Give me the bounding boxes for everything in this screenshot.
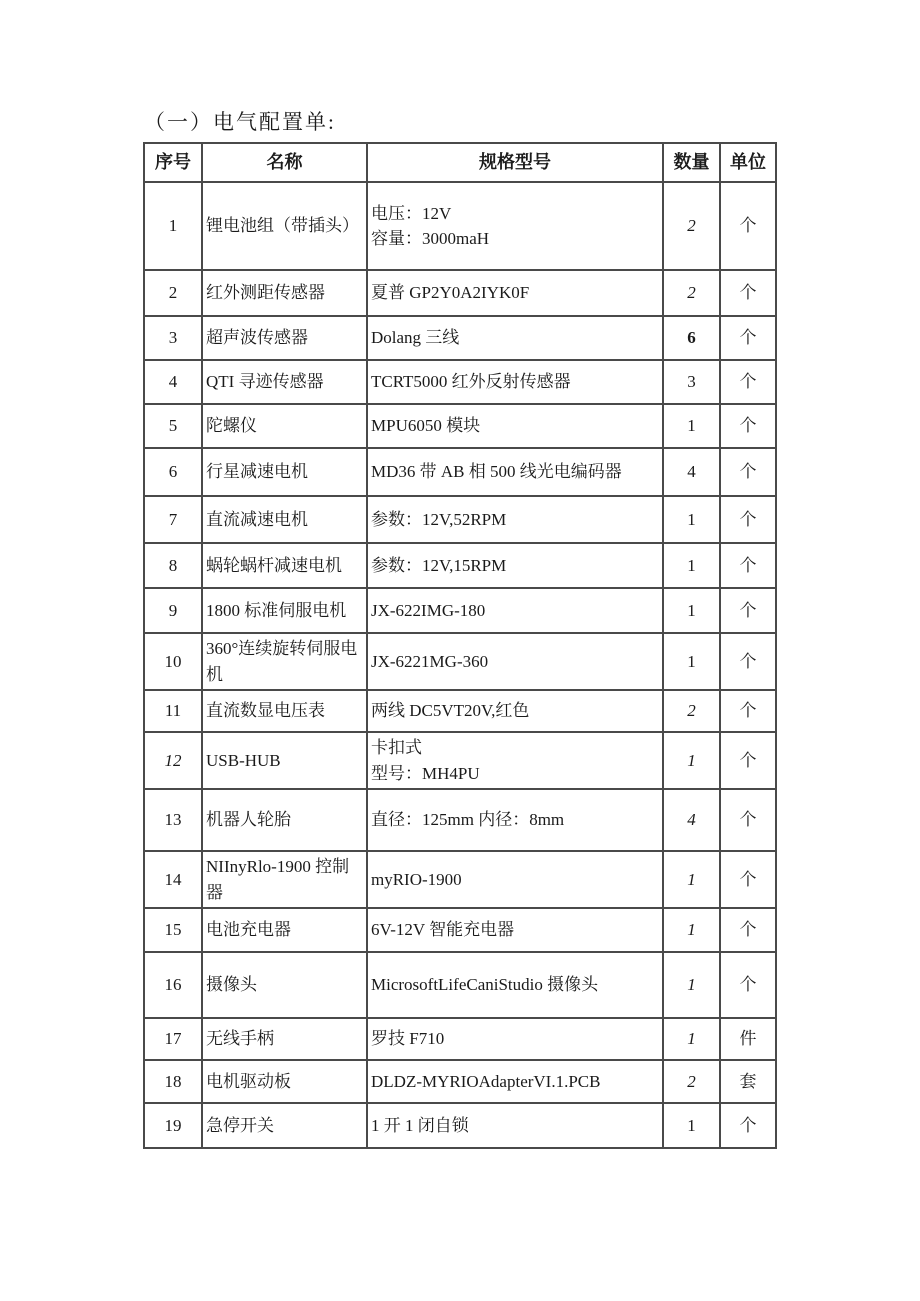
table-row [144, 851, 776, 908]
cell-row-number: 19 [144, 1103, 202, 1148]
spec-line: 6V-12V 智能充电器 [371, 920, 515, 940]
cell-spec [367, 851, 663, 908]
cell-unit: 个 [720, 270, 776, 316]
cell-spec [367, 952, 663, 1018]
header-unit: 单位 [720, 143, 776, 182]
cell-unit: 个 [720, 952, 776, 1018]
cell-qty: 1 [663, 908, 720, 952]
cell-spec [367, 496, 663, 543]
cell-unit: 个 [720, 360, 776, 404]
cell-unit: 个 [720, 448, 776, 496]
cell-row-number: 3 [144, 316, 202, 360]
cell-unit: 个 [720, 496, 776, 543]
cell-unit: 个 [720, 404, 776, 448]
cell-row-number: 5 [144, 404, 202, 448]
cell-row-number: 15 [144, 908, 202, 952]
spec-line: Dolang 三线 [371, 328, 460, 348]
cell-row-number: 6 [144, 448, 202, 496]
cell-spec [367, 543, 663, 588]
table-row [144, 496, 776, 543]
cell-name: 电机驱动板 [202, 1060, 367, 1103]
cell-unit: 个 [720, 851, 776, 908]
spec-line: 罗技 F710 [371, 1029, 445, 1049]
config-table [143, 142, 777, 1149]
cell-spec [367, 404, 663, 448]
cell-name: 360°连续旋转伺服电机 [202, 633, 367, 690]
spec-line: JX-6221MG-360 [371, 651, 489, 671]
cell-spec [367, 732, 663, 789]
table-row [144, 543, 776, 588]
cell-row-number: 18 [144, 1060, 202, 1103]
cell-name: 直流数显电压表 [202, 690, 367, 732]
cell-name: 红外测距传感器 [202, 270, 367, 316]
cell-spec [367, 1103, 663, 1148]
table-row [144, 360, 776, 404]
cell-qty: 4 [663, 789, 720, 851]
spec-line: 参数：12V,52RPM [371, 509, 507, 529]
cell-unit: 件 [720, 1018, 776, 1060]
cell-qty: 1 [663, 633, 720, 690]
table-header [144, 143, 776, 182]
cell-spec [367, 633, 663, 690]
spec-line: MD36 带 AB 相 500 线光电编码器 [371, 462, 622, 482]
table-row [144, 633, 776, 690]
cell-row-number: 1 [144, 182, 202, 270]
cell-unit: 个 [720, 1103, 776, 1148]
cell-qty: 1 [663, 588, 720, 633]
cell-name: NIInyRlo-1900 控制器 [202, 851, 367, 908]
cell-name: 陀螺仪 [202, 404, 367, 448]
header-no: 序号 [144, 143, 202, 182]
page-title: （一）电气配置单: [144, 110, 336, 134]
cell-spec [367, 448, 663, 496]
cell-unit: 个 [720, 690, 776, 732]
spec-line: 参数：12V,15RPM [371, 555, 507, 575]
cell-qty: 2 [663, 182, 720, 270]
cell-unit: 个 [720, 182, 776, 270]
cell-unit: 个 [720, 588, 776, 633]
cell-qty: 1 [663, 543, 720, 588]
cell-name: 直流减速电机 [202, 496, 367, 543]
table-row [144, 1060, 776, 1103]
cell-unit: 个 [720, 789, 776, 851]
cell-row-number: 10 [144, 633, 202, 690]
cell-qty: 1 [663, 732, 720, 789]
spec-line: MPU6050 模块 [371, 416, 481, 436]
table-row [144, 690, 776, 732]
table-row [144, 316, 776, 360]
spec-line: 两线 DC5VT20V,红色 [371, 701, 530, 721]
spec-line: 型号：MH4PU [371, 763, 480, 783]
cell-qty: 1 [663, 1018, 720, 1060]
cell-row-number: 12 [144, 732, 202, 789]
cell-qty: 2 [663, 690, 720, 732]
cell-row-number: 16 [144, 952, 202, 1018]
table-row [144, 732, 776, 789]
cell-spec [367, 360, 663, 404]
table-row [144, 1103, 776, 1148]
spec-line: 夏普 GP2Y0A2IYK0F [371, 283, 530, 303]
cell-spec [367, 789, 663, 851]
spec-line: 电压：12V [371, 203, 452, 223]
cell-name: 锂电池组（带插头） [202, 182, 367, 270]
spec-line: 1 开 1 闭自锁 [371, 1115, 469, 1135]
cell-qty: 3 [663, 360, 720, 404]
header-qty: 数量 [663, 143, 720, 182]
cell-name: 1800 标准伺服电机 [202, 588, 367, 633]
cell-name: 蜗轮蜗杆减速电机 [202, 543, 367, 588]
table-row [144, 270, 776, 316]
spec-line: 卡扣式 [371, 738, 422, 757]
cell-name: 超声波传感器 [202, 316, 367, 360]
cell-spec [367, 316, 663, 360]
table-row [144, 952, 776, 1018]
cell-name: 行星减速电机 [202, 448, 367, 496]
cell-row-number: 8 [144, 543, 202, 588]
cell-row-number: 4 [144, 360, 202, 404]
cell-spec [367, 270, 663, 316]
cell-unit: 套 [720, 1060, 776, 1103]
spec-line: myRIO-1900 [371, 869, 462, 889]
cell-unit: 个 [720, 908, 776, 952]
cell-qty: 1 [663, 404, 720, 448]
table-row [144, 588, 776, 633]
spec-line: TCRT5000 红外反射传感器 [371, 372, 571, 392]
table-row [144, 182, 776, 270]
spec-line: 容量：3000maH [371, 229, 490, 248]
table-row [144, 1018, 776, 1060]
cell-name: USB-HUB [202, 732, 367, 789]
cell-qty: 1 [663, 496, 720, 543]
cell-qty: 2 [663, 270, 720, 316]
cell-qty: 2 [663, 1060, 720, 1103]
cell-row-number: 9 [144, 588, 202, 633]
table-body [144, 182, 776, 1148]
table-row [144, 448, 776, 496]
table-row [144, 908, 776, 952]
cell-qty: 1 [663, 952, 720, 1018]
cell-qty: 1 [663, 851, 720, 908]
spec-line: DLDZ-MYRIOAdapterVI.1.PCB [371, 1071, 601, 1091]
table-row [144, 789, 776, 851]
cell-name: 电池充电器 [202, 908, 367, 952]
cell-name: QTI 寻迹传感器 [202, 360, 367, 404]
cell-name: 急停开关 [202, 1103, 367, 1148]
cell-spec [367, 588, 663, 633]
spec-line: JX-622IMG-180 [371, 600, 486, 620]
spec-line: 直径：125mm 内径：8mm [371, 810, 565, 830]
cell-row-number: 11 [144, 690, 202, 732]
spec-line: MicrosoftLifeCaniStudio 摄像头 [371, 975, 599, 995]
cell-spec [367, 908, 663, 952]
cell-qty: 4 [663, 448, 720, 496]
cell-row-number: 14 [144, 851, 202, 908]
cell-row-number: 17 [144, 1018, 202, 1060]
cell-qty: 6 [663, 316, 720, 360]
cell-spec [367, 690, 663, 732]
cell-unit: 个 [720, 316, 776, 360]
cell-name: 摄像头 [202, 952, 367, 1018]
cell-row-number: 7 [144, 496, 202, 543]
cell-spec [367, 1018, 663, 1060]
cell-unit: 个 [720, 732, 776, 789]
cell-row-number: 2 [144, 270, 202, 316]
cell-unit: 个 [720, 633, 776, 690]
cell-unit: 个 [720, 543, 776, 588]
cell-row-number: 13 [144, 789, 202, 851]
header-name: 名称 [202, 143, 367, 182]
cell-spec [367, 182, 663, 270]
header-row [144, 143, 776, 182]
table-row [144, 404, 776, 448]
header-spec: 规格型号 [367, 143, 663, 182]
cell-name: 机器人轮胎 [202, 789, 367, 851]
cell-name: 无线手柄 [202, 1018, 367, 1060]
cell-spec [367, 1060, 663, 1103]
cell-qty: 1 [663, 1103, 720, 1148]
